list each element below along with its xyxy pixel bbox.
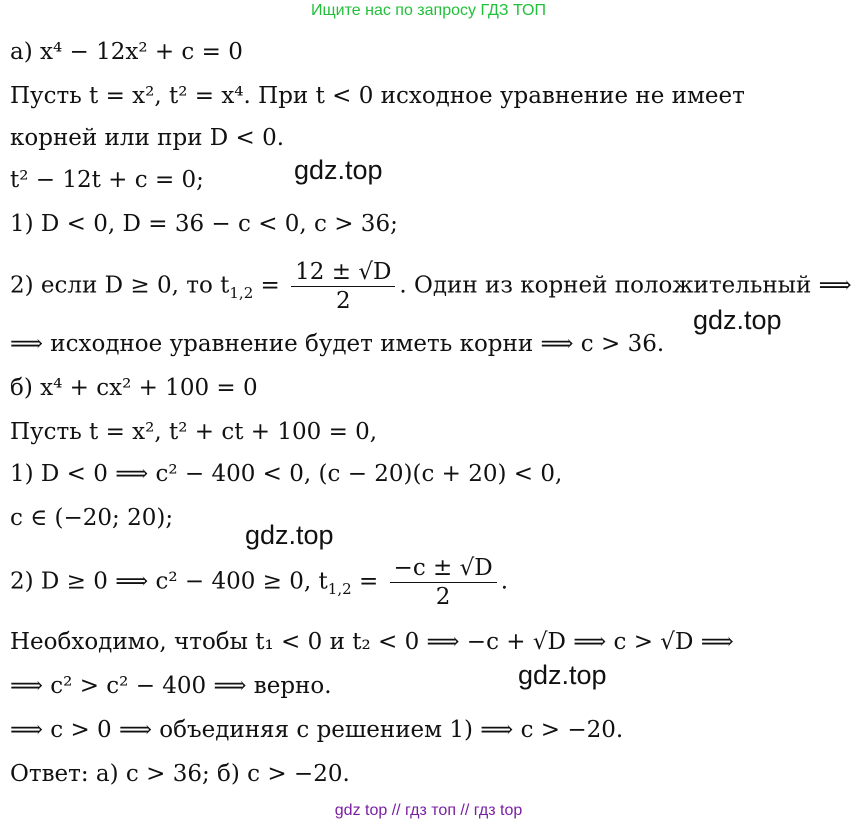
watermark: gdz.top: [294, 155, 383, 185]
line-true: ⟹ c² > c² − 400 ⟹ верно.: [10, 673, 332, 699]
line-union: ⟹ c > 0 ⟹ объединяя с решением 1) ⟹ c > −20.: [10, 717, 624, 743]
case-2b-text: 2) D ≥ 0 ⟹ c² − 400 ≥ 0, t: [10, 568, 328, 595]
line-case-1-b: 1) D < 0 ⟹ c² − 400 < 0, (c − 20)(c + 20) < 0,: [10, 461, 563, 487]
case-2b-tail: .: [500, 568, 509, 595]
case-2-tail: . Один из корней положительный ⟹: [399, 272, 852, 299]
line-case-1: 1) D < 0, D = 36 − c < 0, c > 36;: [10, 211, 398, 237]
line-substitution-b: Пусть t = x², t² + ct + 100 = 0,: [10, 419, 378, 445]
fraction-numerator: 12 ± √D: [291, 258, 395, 287]
case-2b-eq: =: [351, 568, 386, 595]
line-answer: Ответ: а) c > 36; б) c > −20.: [10, 761, 350, 787]
line-part-a-equation: а) x⁴ − 12x² + c = 0: [10, 39, 243, 65]
roots-fraction-b: [390, 554, 497, 611]
fraction-denominator-b: 2: [435, 584, 451, 610]
case-2-eq: =: [253, 272, 288, 299]
line-interval: c ∈ (−20; 20);: [10, 505, 174, 531]
line-substitution: Пусть t = x², t² = x⁴. При t < 0 исходное уравнение не имеет: [10, 83, 745, 109]
line-conclusion-a: ⟹ исходное уравнение будет иметь корни ⟹ c > 36.: [10, 331, 665, 357]
line-no-roots: корней или при D < 0.: [10, 125, 285, 151]
top-banner[interactable]: Ищите нас по запросу ГДЗ ТОП: [311, 2, 546, 19]
line-condition: Необходимо, чтобы t₁ < 0 и t₂ < 0 ⟹ −c + √D ⟹ c > √D ⟹: [10, 629, 734, 655]
watermark: gdz.top: [518, 660, 607, 690]
watermark: gdz.top: [245, 520, 334, 550]
case-2b-sub: 1,2: [327, 580, 352, 599]
bottom-banner[interactable]: gdz top // гдз топ // гдз top: [334, 802, 523, 819]
line-case-2-b: [10, 554, 508, 611]
watermark: gdz.top: [693, 305, 782, 335]
roots-fraction: [291, 258, 395, 315]
line-part-b-equation: б) x⁴ + cx² + 100 = 0: [10, 375, 258, 401]
fraction-denominator: 2: [335, 288, 351, 314]
line-quadratic-t: t² − 12t + c = 0;: [10, 167, 204, 193]
fraction-numerator-b: −c ± √D: [390, 554, 497, 583]
case-2-text: 2) если D ≥ 0, то t: [10, 272, 230, 299]
case-2-sub: 1,2: [229, 284, 254, 303]
